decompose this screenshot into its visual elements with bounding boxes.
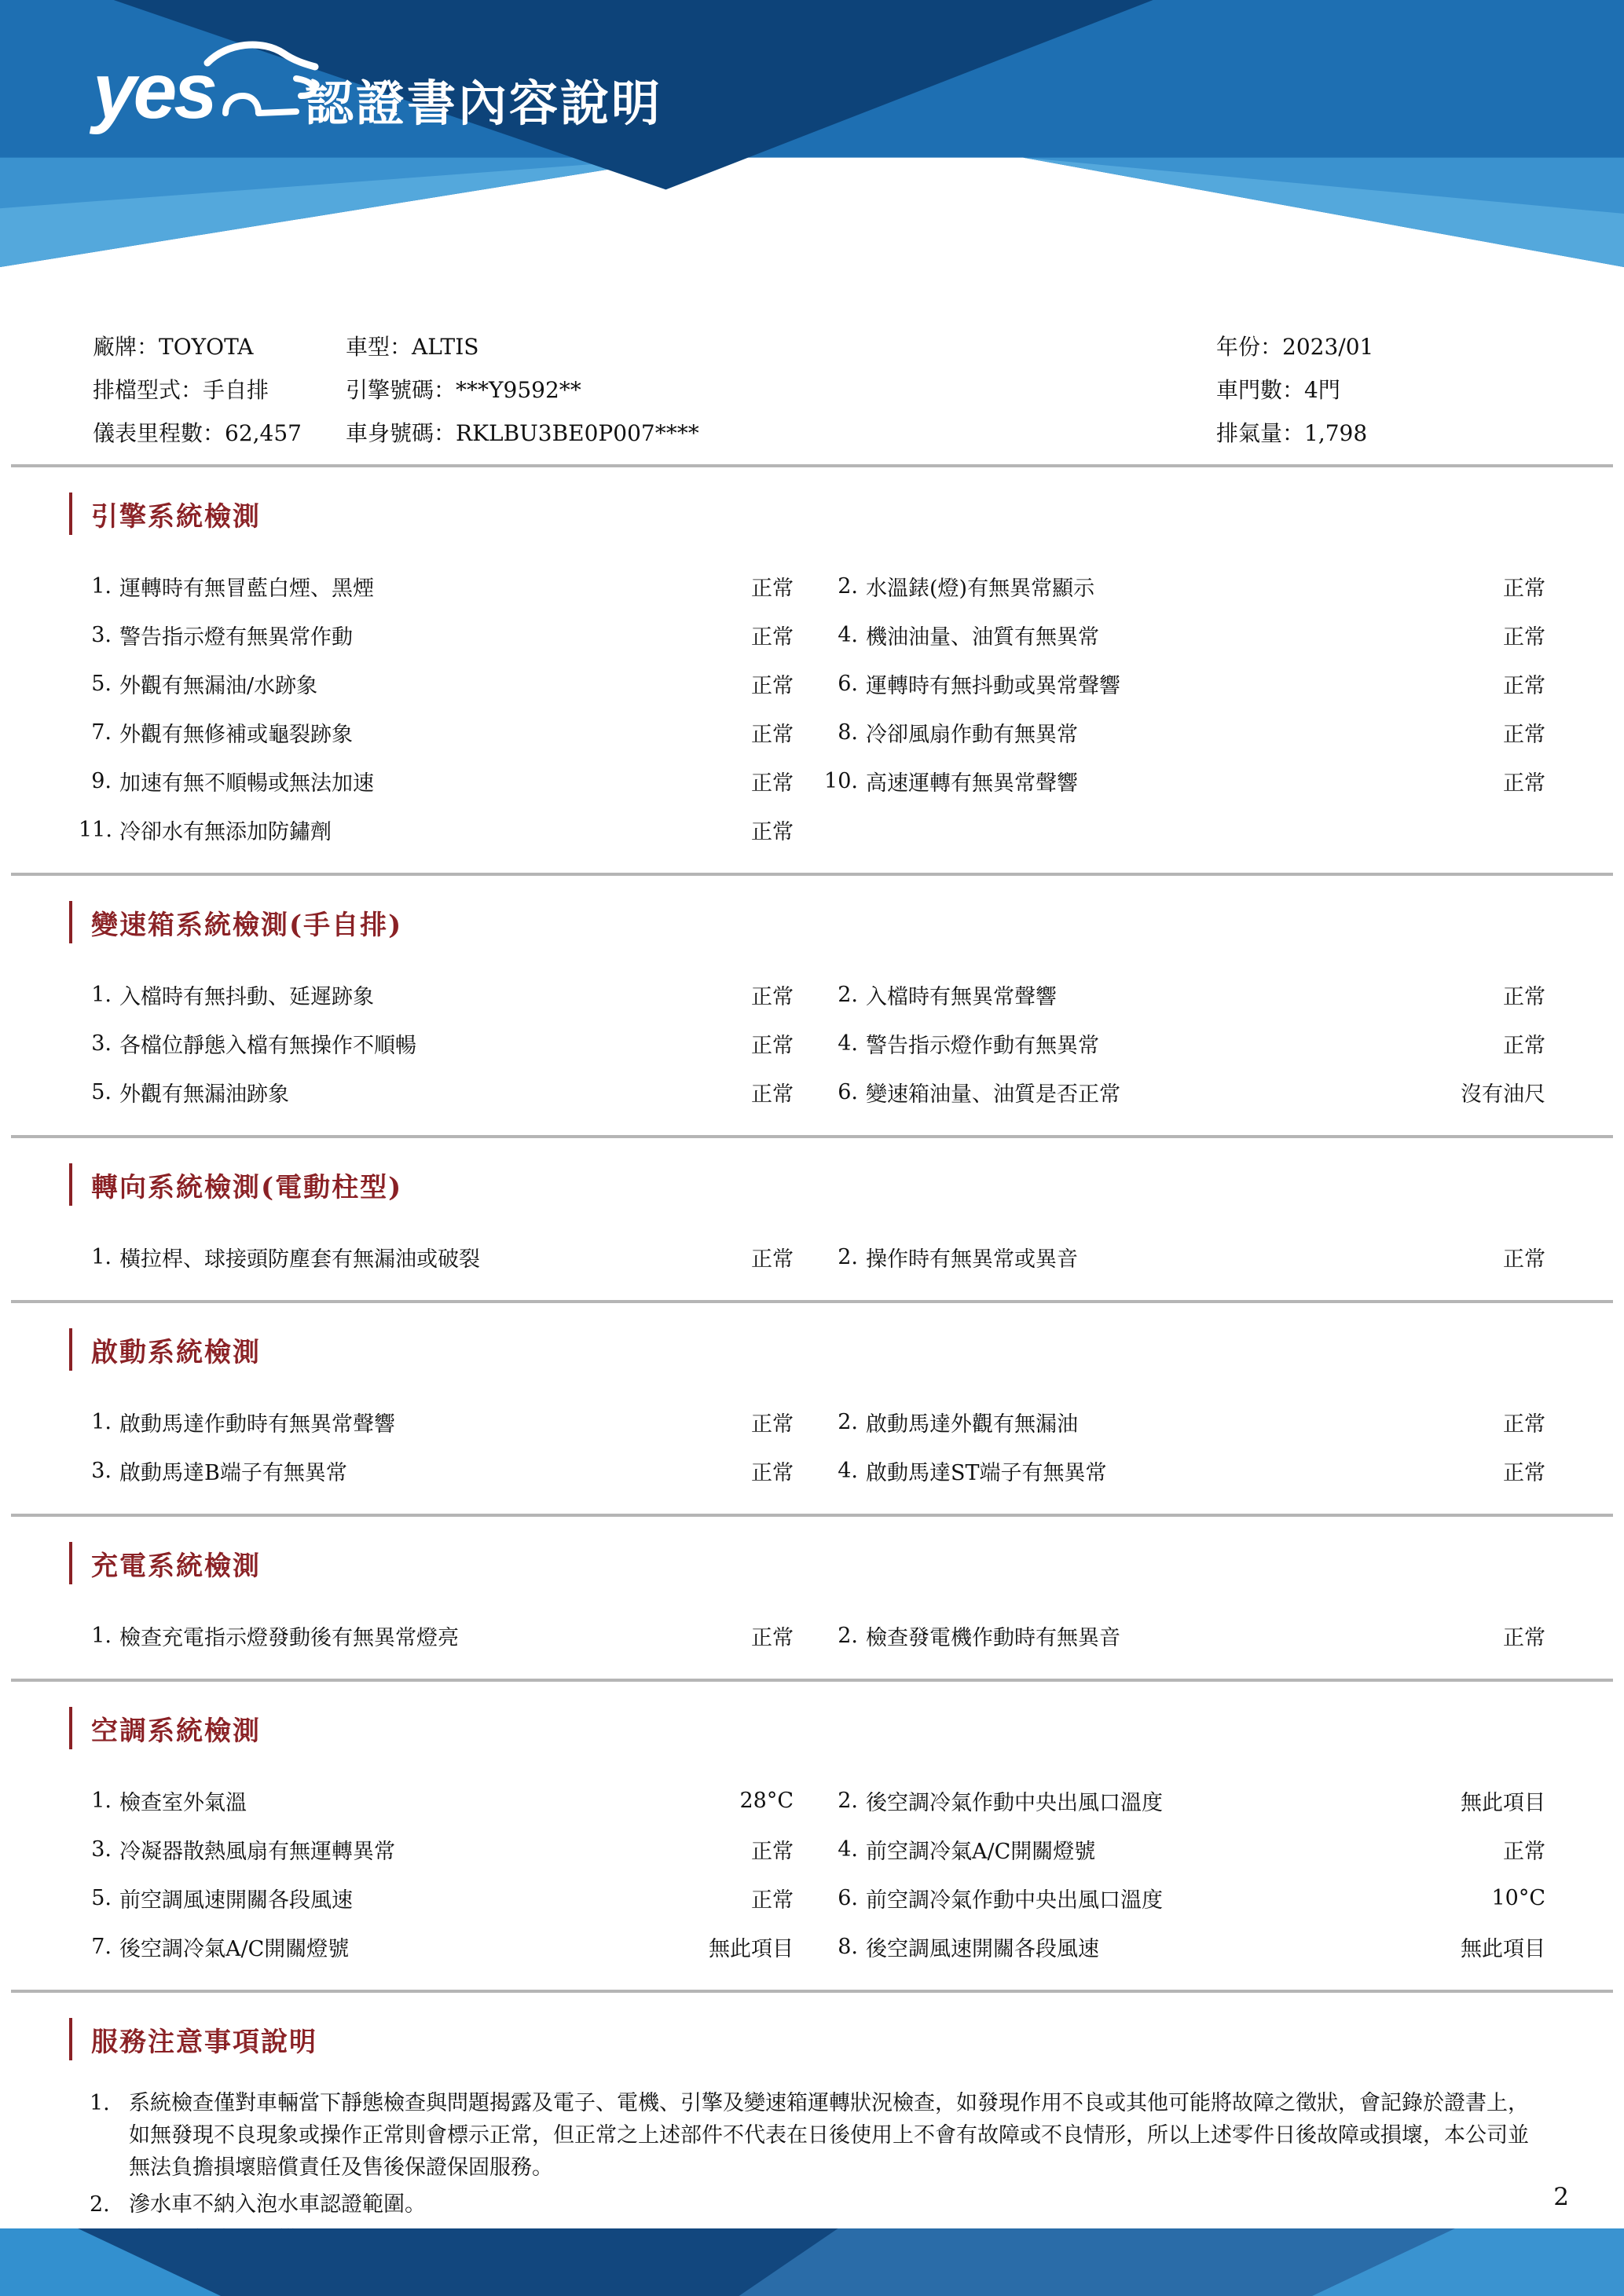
divider <box>11 1135 1613 1138</box>
check-item-text: 入檔時有無異常聲響 <box>866 984 1057 1009</box>
check-item-text: 外觀有無漏油跡象 <box>119 1082 289 1107</box>
check-item-text: 啟動馬達作動時有無異常聲響 <box>119 1412 395 1437</box>
check-item-text: 前空調冷氣作動中央出風口溫度 <box>866 1888 1163 1913</box>
check-result: 正常 <box>1503 1460 1545 1485</box>
section-title-bar <box>69 901 72 943</box>
section-title-bar <box>69 493 72 535</box>
page-number: 2 <box>1553 2183 1569 2211</box>
check-result: 正常 <box>1503 1412 1545 1437</box>
section-charging <box>0 1528 1624 1668</box>
check-row: 1. 入檔時有無抖動、延遲跡象 正常 2. 入檔時有無異常聲響 正常 <box>0 970 1624 1019</box>
check-item-text: 橫拉桿、球接頭防塵套有無漏油或破裂 <box>119 1247 480 1272</box>
section-title-bar <box>69 1707 72 1749</box>
vehicle-info-row <box>93 367 1545 410</box>
check-result: 正常 <box>751 1082 794 1107</box>
check-item-text: 啟動馬達ST端子有無異常 <box>866 1460 1107 1485</box>
check-item-text: 外觀有無修補或龜裂跡象 <box>119 722 353 747</box>
section-title-bar <box>69 2018 72 2060</box>
check-result: 正常 <box>1503 673 1545 698</box>
check-row: 5. 外觀有無漏油/水跡象 正常 6. 運轉時有無抖動或異常聲響 正常 <box>0 659 1624 708</box>
engine-no-label: 引擎號碼： <box>346 376 456 403</box>
check-result: 正常 <box>751 1888 794 1913</box>
check-item-text: 檢查充電指示燈發動後有無異常燈亮 <box>119 1625 459 1650</box>
check-item-text: 入檔時有無抖動、延遲跡象 <box>119 984 374 1009</box>
check-item-text: 操作時有無異常或異音 <box>866 1247 1078 1272</box>
section-title-bar <box>69 1328 72 1371</box>
check-result: 正常 <box>1503 1839 1545 1864</box>
divider <box>11 464 1613 467</box>
check-row: 1. 檢查充電指示燈發動後有無異常燈亮 正常 2. 檢查發電機作動時有無異音 正常 <box>0 1611 1624 1660</box>
check-result: 無此項目 <box>1461 1936 1545 1961</box>
check-item-text: 警告指示燈有無異常作動 <box>119 624 353 650</box>
divider <box>11 1300 1613 1303</box>
check-result: 正常 <box>751 771 794 796</box>
check-result: 正常 <box>1503 1625 1545 1650</box>
check-result: 正常 <box>751 984 794 1009</box>
vin-label: 車身號碼： <box>346 419 456 446</box>
check-row: 3. 警告指示燈有無異常作動 正常 4. 機油油量、油質有無異常 正常 <box>0 610 1624 659</box>
check-result: 沒有油尺 <box>1461 1082 1545 1107</box>
check-row: 5. 外觀有無漏油跡象 正常 6. 變速箱油量、油質是否正常 沒有油尺 <box>0 1067 1624 1116</box>
check-row: 3. 啟動馬達B端子有無異常 正常 4. 啟動馬達ST端子有無異常 正常 <box>0 1446 1624 1495</box>
check-item-text: 冷卻水有無添加防鏽劑 <box>119 819 332 844</box>
check-row: 7. 後空調冷氣A/C開關燈號 無此項目 8. 後空調風速開關各段風速 無此項目 <box>0 1922 1624 1971</box>
check-result: 無此項目 <box>1461 1790 1545 1815</box>
gearbox-type-label: 排檔型式： <box>93 376 203 403</box>
brand-value: TOYOTA <box>159 333 254 360</box>
check-result: 正常 <box>751 624 794 650</box>
check-item-text: 檢查發電機作動時有無異音 <box>866 1625 1120 1650</box>
check-result: 28°C <box>739 1788 794 1813</box>
yes-logo-text: yes <box>93 47 214 135</box>
page-footer <box>0 2228 1624 2296</box>
check-item-text: 高速運轉有無異常聲響 <box>866 771 1078 796</box>
year-value: 2023/01 <box>1282 333 1374 360</box>
check-result: 正常 <box>751 576 794 601</box>
section-starter <box>0 1314 1624 1503</box>
model-value: ALTIS <box>412 333 479 360</box>
check-result: 正常 <box>1503 1033 1545 1058</box>
divider <box>11 873 1613 876</box>
check-item-text: 加速有無不順暢或無法加速 <box>119 771 374 796</box>
check-result: 正常 <box>751 1412 794 1437</box>
check-result: 正常 <box>751 819 794 844</box>
check-item-text: 運轉時有無抖動或異常聲響 <box>866 673 1120 698</box>
check-result: 正常 <box>1503 984 1545 1009</box>
check-result: 正常 <box>751 1247 794 1272</box>
check-item-text: 啟動馬達外觀有無漏油 <box>866 1412 1078 1437</box>
check-result: 10°C <box>1491 1885 1545 1910</box>
check-row: 5. 前空調風速開關各段風速 正常 6. 前空調冷氣作動中央出風口溫度 10°C <box>0 1873 1624 1922</box>
page-header <box>0 0 1624 267</box>
check-result: 正常 <box>751 673 794 698</box>
check-result: 無此項目 <box>709 1936 794 1961</box>
check-result: 正常 <box>1503 1247 1545 1272</box>
section-service-notes-title: 服務注意事項說明 <box>69 2018 1545 2060</box>
check-item-text: 冷凝器散熱風扇有無運轉異常 <box>119 1839 395 1864</box>
check-item-text: 水溫錶(燈)有無異常顯示 <box>866 576 1095 601</box>
vehicle-info-block <box>0 324 1624 453</box>
section-service-notes <box>0 2004 1624 2255</box>
mileage-value: 62,457 <box>225 419 302 446</box>
vin-value: RKLBU3BE0P007**** <box>456 419 699 446</box>
engine-no-value: ***Y9592** <box>456 376 581 403</box>
check-result: 正常 <box>1503 722 1545 747</box>
check-item-text: 外觀有無漏油/水跡象 <box>119 673 318 698</box>
check-item-text: 冷卻風扇作動有無異常 <box>866 722 1078 747</box>
section-steering-title: 轉向系統檢測(電動柱型) <box>69 1163 1624 1206</box>
mileage-label: 儀表里程數： <box>93 419 225 446</box>
check-item-text: 前空調風速開關各段風速 <box>119 1888 353 1913</box>
check-item-text: 運轉時有無冒藍白煙、黑煙 <box>119 576 374 601</box>
check-row: 3. 各檔位靜態入檔有無操作不順暢 正常 4. 警告指示燈作動有無異常 正常 <box>0 1019 1624 1067</box>
section-charging-title: 充電系統檢測 <box>69 1542 1624 1584</box>
check-row: 1. 橫拉桿、球接頭防塵套有無漏油或破裂 正常 2. 操作時有無異常或異音 正常 <box>0 1232 1624 1281</box>
check-item-text: 啟動馬達B端子有無異常 <box>119 1460 347 1485</box>
check-result: 正常 <box>751 1839 794 1864</box>
car-outline-icon <box>203 38 321 127</box>
check-item-text: 檢查室外氣溫 <box>119 1790 247 1815</box>
divider <box>11 1514 1613 1517</box>
section-title-bar <box>69 1542 72 1584</box>
brand-label: 廠牌： <box>93 333 159 360</box>
check-result: 正常 <box>1503 624 1545 650</box>
check-result: 正常 <box>751 1460 794 1485</box>
section-ac <box>0 1693 1624 1979</box>
section-steering <box>0 1149 1624 1289</box>
note-text: 系統檢查僅對車輛當下靜態檢查與問題揭露及電子、電機、引擎及變速箱運轉狀況檢查，如發現作用不良或其他可能將故障之徵狀，會記錄於證書上，如無發現不良現象或操作正常則會標示正常，但正常之上述部件不代表在日後使用上不會有故障或不良情形，所以上述零件日後故障或損壞，本公司並無法負擔損壞賠償責任及售後保證保固服務。 <box>129 2091 1529 2180</box>
check-item-text: 機油油量、油質有無異常 <box>866 624 1099 650</box>
section-engine-title: 引擎系統檢測 <box>69 493 1624 535</box>
check-item-text: 變速箱油量、油質是否正常 <box>866 1082 1120 1107</box>
section-ac-title: 空調系統檢測 <box>69 1707 1624 1749</box>
section-starter-title: 啟動系統檢測 <box>69 1328 1624 1371</box>
check-result: 正常 <box>1503 576 1545 601</box>
model-label: 車型： <box>346 333 412 360</box>
check-result: 正常 <box>751 722 794 747</box>
doors-label: 車門數： <box>1216 376 1305 403</box>
check-result: 正常 <box>1503 771 1545 796</box>
note-text: 滲水車不納入泡水車認證範圍。 <box>129 2192 426 2217</box>
check-row: 1. 運轉時有無冒藍白煙、黑煙 正常 2. 水溫錶(燈)有無異常顯示 正常 <box>0 562 1624 610</box>
check-row: 11. 冷卻水有無添加防鏽劑 正常 <box>0 805 1624 854</box>
section-transmission-title: 變速箱系統檢測(手自排) <box>69 901 1624 943</box>
section-transmission <box>0 887 1624 1124</box>
check-row: 1. 啟動馬達作動時有無異常聲響 正常 2. 啟動馬達外觀有無漏油 正常 <box>0 1397 1624 1446</box>
gearbox-type-value: 手自排 <box>203 376 269 403</box>
check-item-text: 警告指示燈作動有無異常 <box>866 1033 1099 1058</box>
check-row: 1. 檢查室外氣溫 28°C 2. 後空調冷氣作動中央出風口溫度 無此項目 <box>0 1776 1624 1825</box>
check-result: 正常 <box>751 1625 794 1650</box>
check-row: 7. 外觀有無修補或龜裂跡象 正常 8. 冷卻風扇作動有無異常 正常 <box>0 708 1624 756</box>
check-row: 9. 加速有無不順暢或無法加速 正常 10. 高速運轉有無異常聲響 正常 <box>0 756 1624 805</box>
divider <box>11 1990 1613 1993</box>
doors-value: 4門 <box>1304 376 1340 403</box>
displacement-label: 排氣量： <box>1216 419 1305 446</box>
divider <box>11 1679 1613 1682</box>
check-result: 正常 <box>751 1033 794 1058</box>
vehicle-info-row <box>93 324 1545 367</box>
check-item-text: 後空調冷氣A/C開關燈號 <box>119 1936 350 1961</box>
displacement-value: 1,798 <box>1304 419 1368 446</box>
check-item-text: 前空調冷氣A/C開關燈號 <box>866 1839 1096 1864</box>
year-label: 年份： <box>1216 333 1283 360</box>
note-item: 1. 系統檢查僅對車輛當下靜態檢查與問題揭露及電子、電機、引擎及變速箱運轉狀況檢查，如發現作用不良或其他可能將故障之徵狀，會記錄於證書上，如無發現不良現象或操作正常則會標示正常，但正常之上述部件不代表在日後使用上不會有故障或不良情形，所以上述零件日後故障或損壞，本公司並無法負擔損壞賠償責任及售後保證保固服務。 <box>79 2087 1545 2184</box>
yes-logo <box>93 38 321 135</box>
page-title: 認證書內容說明 <box>305 77 663 131</box>
section-engine <box>0 478 1624 862</box>
check-item-text: 後空調風速開關各段風速 <box>866 1936 1099 1961</box>
check-item-text: 各檔位靜態入檔有無操作不順暢 <box>119 1033 416 1058</box>
section-title-bar <box>69 1163 72 1206</box>
vehicle-info-row <box>93 410 1545 453</box>
note-item: 2. 滲水車不納入泡水車認證範圍。 <box>79 2191 1545 2219</box>
check-item-text: 後空調冷氣作動中央出風口溫度 <box>866 1790 1163 1815</box>
check-row: 3. 冷凝器散熱風扇有無運轉異常 正常 4. 前空調冷氣A/C開關燈號 正常 <box>0 1825 1624 1873</box>
